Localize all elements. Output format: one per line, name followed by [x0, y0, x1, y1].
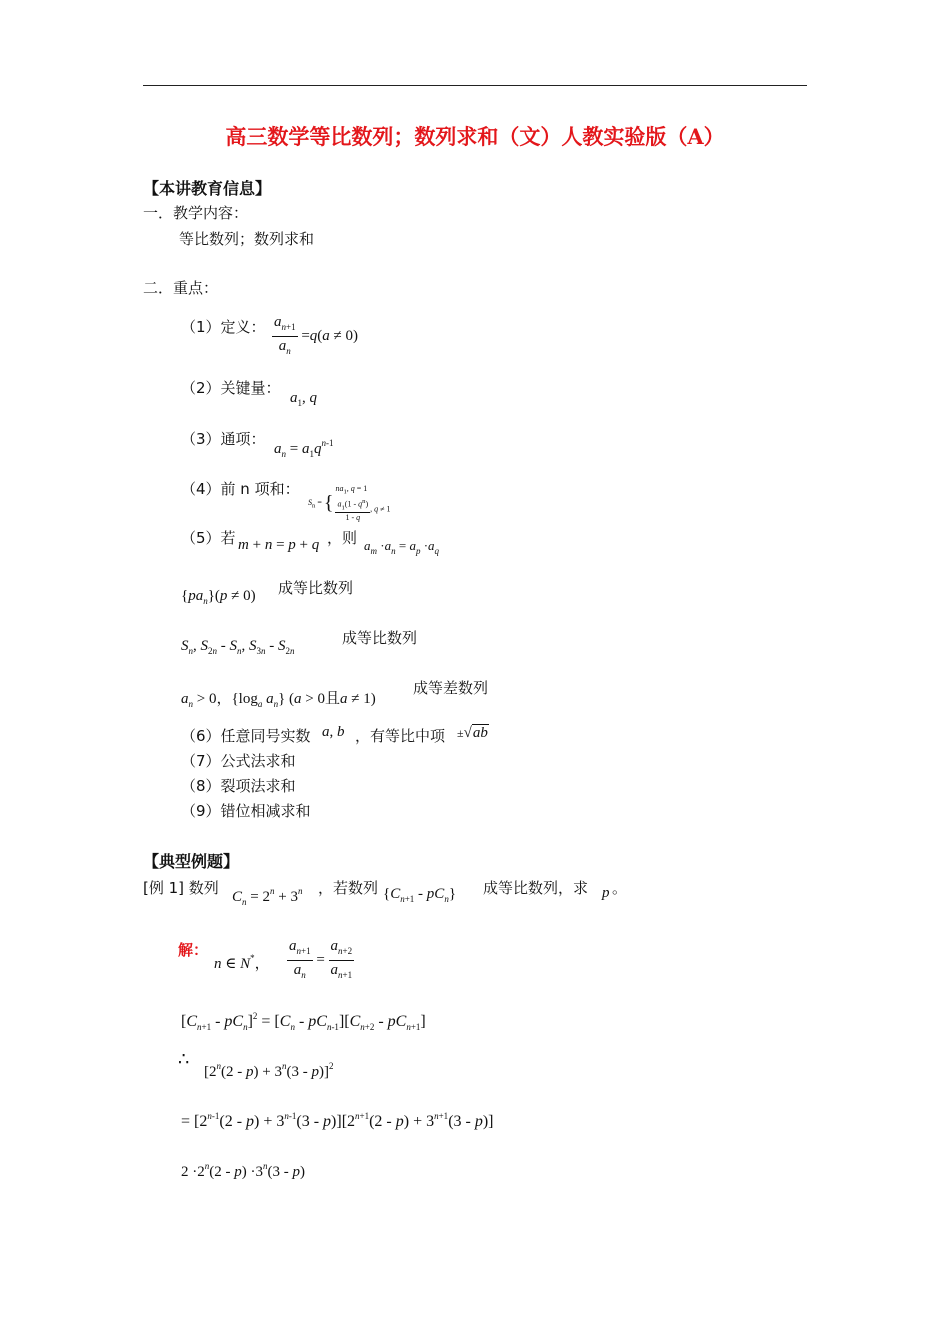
formula-real-numbers: a, b — [322, 724, 345, 740]
point-split-sum: （8）裂项法求和 — [181, 777, 296, 795]
formula-general-term: $a_n = a_1q^{n-1}$ — [274, 438, 334, 459]
formula-scaled-sequence: $\{pa_n\}(p \ne 0)$ — [181, 588, 256, 606]
prop-segment-sums-geometric: 成等比数列 — [342, 629, 418, 647]
point-general-term-label: （3）通项： — [181, 430, 266, 448]
formula-unknown-p: p — [602, 885, 610, 901]
formula-log-sequence: $a_n > 0$，{$\log_a$ $a_n$} (a > 0且a ≠ 1) — [181, 691, 376, 709]
item-teaching-content: 等比数列；数列求和 — [179, 230, 315, 248]
point-partial-sum-label: （4）前 n 项和： — [181, 480, 300, 498]
example-1-ask: 成等比数列，求 — [483, 879, 589, 897]
prop-scaled-geometric: 成等比数列 — [278, 579, 354, 597]
item-teaching-content-label: 一．教学内容： — [143, 204, 249, 222]
formula-geometric-mean: ±√ab — [457, 725, 488, 741]
formula-n-domain: n ∈ N*， — [214, 953, 270, 972]
formula-key-quantities: $a_1$, q — [290, 390, 317, 408]
point-property-then: ，则 — [327, 529, 358, 547]
formula-product-property: $a_m \cdot a_n = a_p \cdot a_q$ — [364, 538, 440, 556]
item-key-points-label: 二．重点： — [143, 279, 219, 297]
therefore-symbol: ∴ — [178, 1049, 190, 1070]
point-geometric-mean-label: （6）任意同号实数 — [181, 727, 311, 745]
point-shift-subtract-sum: （9）错位相减求和 — [181, 802, 311, 820]
point-key-quantities-label: （2）关键量： — [181, 379, 281, 397]
formula-index-condition: m + n = p + q — [238, 537, 320, 553]
solution-label: 解： — [178, 941, 209, 959]
formula-example-derived: $\{C_{n+1} - pC_n\}$ — [383, 886, 457, 904]
point-geometric-mean-text: ，有等比中项 — [355, 727, 446, 745]
section-heading-examples: 【典型例题】 — [143, 852, 240, 871]
page-title: 高三数学等比数列；数列求和（文）人教实验版（A） — [225, 124, 725, 149]
example-1-if: ，若数列 — [318, 879, 379, 897]
point-formula-sum: （7）公式法求和 — [181, 752, 296, 770]
formula-segment-sums: $S_n$, $S_{2n} - S_n$, $S_{3n} - S_{2n}$ — [181, 638, 295, 656]
point-property-label: （5）若 — [181, 529, 236, 547]
formula-solution-step-3: = $[2^{n-1}(2 - p) + 3^{n-1}(3 - p)][2^{n+1}(2 - p) + 3^{n+1}(3 - p)]$ — [181, 1111, 494, 1130]
formula-solution-step-1: $[C_{n+1} - pC_n]^2 = [C_n - pC_{n-1}][C_{n+2} - pC_{n+1}]$ — [181, 1011, 426, 1032]
formula-solution-step-2: $[2^n(2 - p) + 3^n(3 - p)]^2$ — [204, 1061, 334, 1080]
example-1-end: 。 — [612, 879, 628, 897]
point-definition-label: （1）定义： — [181, 318, 266, 336]
formula-partial-sum: $S_n$ = { $na_1$, q = 1 $\frac{a_1(1 - q^n)}{1 - q}$ , q ≠ 1 — [308, 484, 391, 522]
section-heading-info: 【本讲教育信息】 — [143, 179, 272, 198]
formula-example-sequence: $C_n = 2^n + 3^n$ — [232, 886, 303, 907]
prop-log-arithmetic: 成等差数列 — [413, 679, 489, 697]
example-1-label: [例 1] 数列 — [143, 879, 219, 897]
formula-definition: $\frac{a_{n+1}}{a_n}$ =q(a ≠ 0) — [274, 314, 359, 356]
header-rule — [143, 85, 807, 86]
formula-ratio-equality: $\frac{a_{n+1}}{a_n}$ = $\frac{a_{n+2}}{a_{n+1}}$ — [289, 938, 353, 980]
formula-solution-step-4: $2 \cdot 2^n(2 - p) \cdot 3^n(3 - p)$ — [181, 1161, 305, 1180]
